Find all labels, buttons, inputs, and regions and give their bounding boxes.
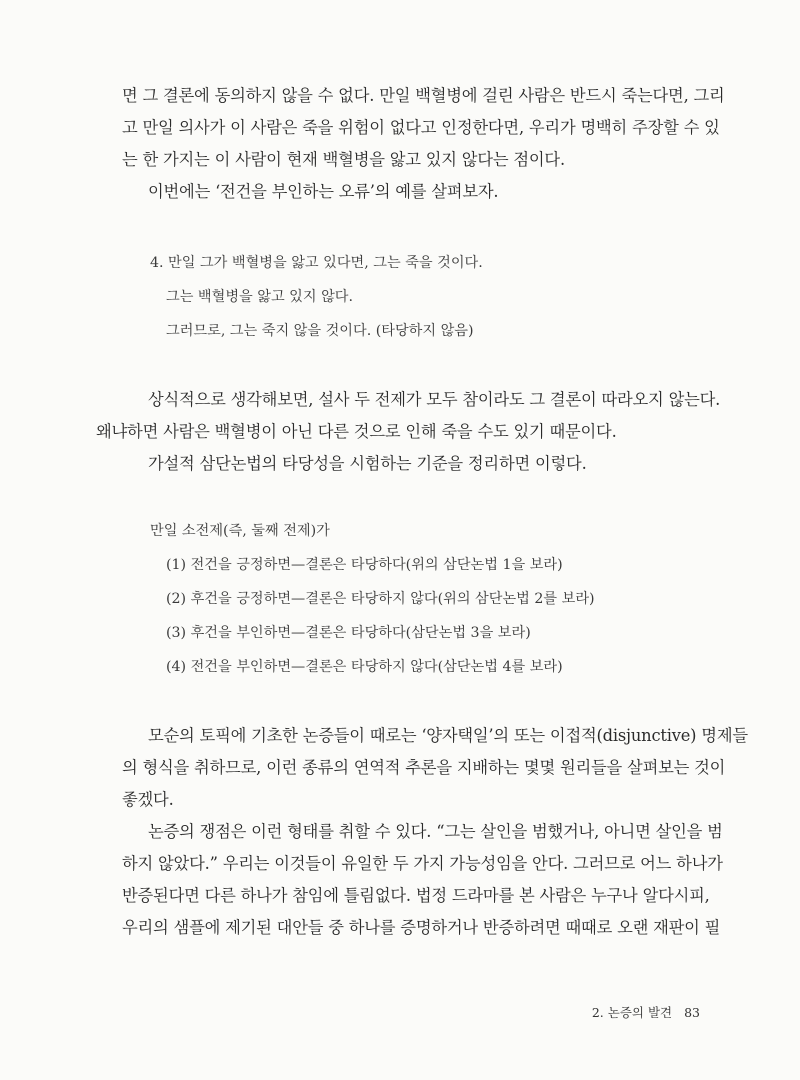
page-footer [592,1003,700,1021]
paragraph-2 [122,176,700,208]
validity-criteria [122,514,700,684]
paragraph-6 [122,816,723,944]
example-premise-minor: 그는 백혈병을 앓고 있지 않다. [166,289,354,305]
text-line: 는 한 가지는 이 사람이 현재 백혈병을 앓고 있지 않다는 점이다. [122,150,565,169]
text-line: 고 만일 의사가 이 사람은 죽을 위험이 없다고 인정한다면, 우리가 명백히 주장할 수 있 [122,118,720,137]
text-line: 왜냐하면 사람은 백혈병이 아닌 다른 것으로 인해 죽을 수도 있기 때문이다. [96,422,617,441]
text-line: 논증의 쟁점은 이런 형태를 취할 수 있다. “그는 살인을 범했거나, 아니면 살인을 범 [148,822,723,841]
criteria-item: (2) 후건을 긍정하면—결론은 타당하지 않다(위의 삼단논법 2를 보라) [166,591,595,607]
text-line: 모순의 토픽에 기초한 논증들이 때로는 ‘양자택일’의 또는 이접적(disjunctive) 명제들 [148,726,748,745]
text-line: 이번에는 ‘전건을 부인하는 오류’의 예를 살펴보자. [148,182,499,201]
syllogism-example [122,246,700,348]
page-body [96,80,748,944]
criteria-item: (3) 후건을 부인하면—결론은 타당하다(삼단논법 3을 보라) [166,625,531,641]
text-line: 가설적 삼단논법의 타당성을 시험하는 기준을 정리하면 이렇다. [148,454,587,473]
criteria-intro: 만일 소전제(즉, 둘째 전제)가 [150,523,330,539]
text-line: 면 그 결론에 동의하지 않을 수 없다. 만일 백혈병에 걸린 사람은 반드시 죽는다면, 그리 [122,86,725,105]
paragraph-1 [122,80,725,176]
paragraph-3 [96,384,721,448]
criteria-item: (4) 전건을 부인하면—결론은 타당하지 않다(삼단논법 4를 보라) [166,659,563,675]
text-line: 의 형식을 취하므로, 이런 종류의 연역적 추론을 지배하는 몇몇 원리들을 살펴보는 것이 [122,758,726,777]
page-number: 83 [684,1005,700,1020]
paragraph-5 [122,720,748,816]
text-line: 좋겠다. [122,790,174,809]
example-premise-major: 4. 만일 그가 백혈병을 앓고 있다면, 그는 죽을 것이다. [150,255,483,271]
text-line: 하지 않았다.” 우리는 이것들이 유일한 두 가지 가능성임을 안다. 그러므로 어느 하나가 [122,854,723,873]
example-conclusion: 그러므로, 그는 죽지 않을 것이다. (타당하지 않음) [166,323,474,339]
chapter-title: 2. 논증의 발견 [591,1005,673,1020]
text-line: 상식적으로 생각해보면, 설사 두 전제가 모두 참이라도 그 결론이 따라오지 않는다. [148,390,721,409]
paragraph-4 [122,448,700,480]
criteria-item: (1) 전건을 긍정하면—결론은 타당하다(위의 삼단논법 1을 보라) [166,557,563,573]
text-line: 우리의 샘플에 제기된 대안들 중 하나를 증명하거나 반증하려면 때때로 오랜 재판이 필 [122,918,721,937]
text-line: 반증된다면 다른 하나가 참임에 틀림없다. 법정 드라마를 본 사람은 누구나 알다시피, [122,886,710,905]
